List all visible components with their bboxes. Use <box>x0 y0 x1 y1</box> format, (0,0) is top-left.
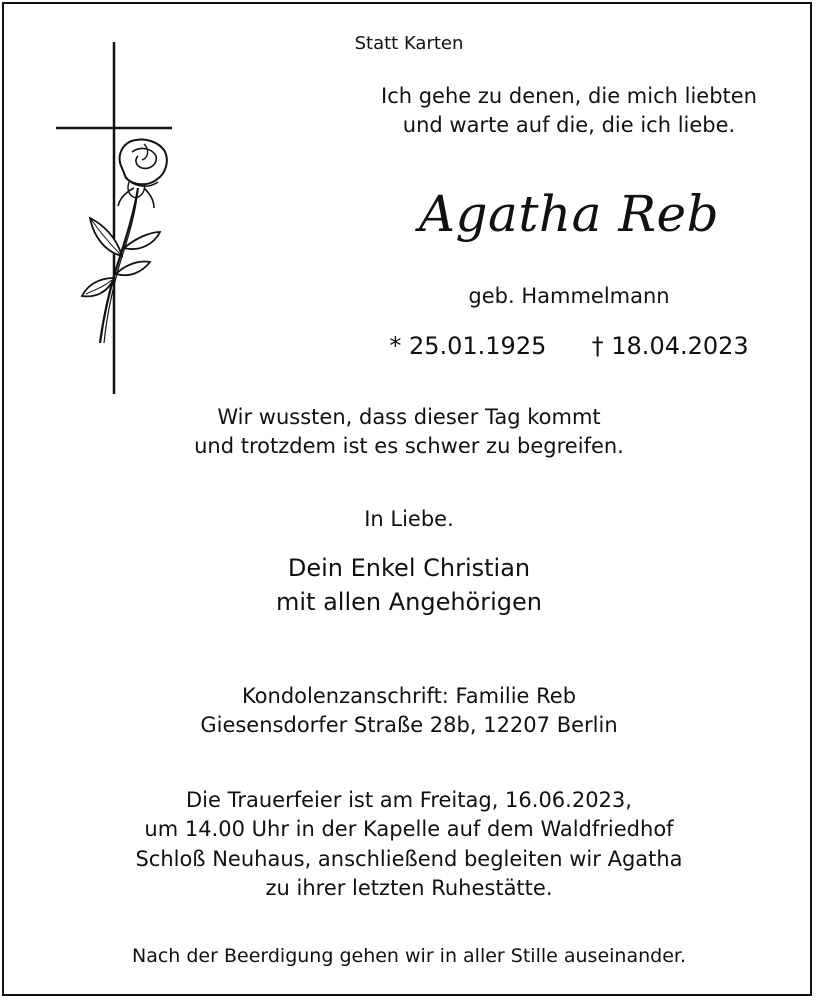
motto-line: Ich gehe zu denen, die mich liebten <box>381 84 757 108</box>
service-line: Die Trauerfeier ist am Freitag, 16.06.2023, <box>186 788 632 812</box>
header-statt-karten: Statt Karten <box>354 33 464 54</box>
deceased-name: Agatha Reb <box>418 185 720 243</box>
birth-name: geb. Hammelmann <box>468 284 670 308</box>
death-date: † 18.04.2023 <box>591 332 749 360</box>
footer-note: Nach der Beerdigung gehen wir in aller Stille auseinander. <box>131 945 686 967</box>
signer-line: mit allen Angehörigen <box>275 587 542 616</box>
message-line: und trotzdem ist es schwer zu begreifen. <box>194 434 624 459</box>
address-line: Giesensdorfer Straße 28b, 12207 Berlin <box>200 713 618 738</box>
motto-line: und warte auf die, die ich liebe. <box>402 113 736 138</box>
message-line: Wir wussten, dass dieser Tag kommt <box>217 405 601 429</box>
life-dates <box>160 332 818 360</box>
funeral-service <box>0 786 818 904</box>
message <box>0 403 818 462</box>
service-line: um 14.00 Uhr in der Kapelle auf dem Waldfriedhof <box>144 817 674 842</box>
signer-line: Dein Enkel Christian <box>287 554 531 582</box>
service-line: Schloß Neuhaus, anschließend begleiten wir Agatha <box>135 846 683 871</box>
signers <box>0 552 818 619</box>
condolence-address <box>0 682 818 741</box>
service-line: zu ihrer letzten Ruhestätte. <box>265 876 553 901</box>
motto <box>160 82 818 141</box>
birth-date: * 25.01.1925 <box>389 332 547 360</box>
closing: In Liebe. <box>364 507 454 531</box>
address-line: Kondolenzanschrift: Familie Reb <box>241 684 577 708</box>
